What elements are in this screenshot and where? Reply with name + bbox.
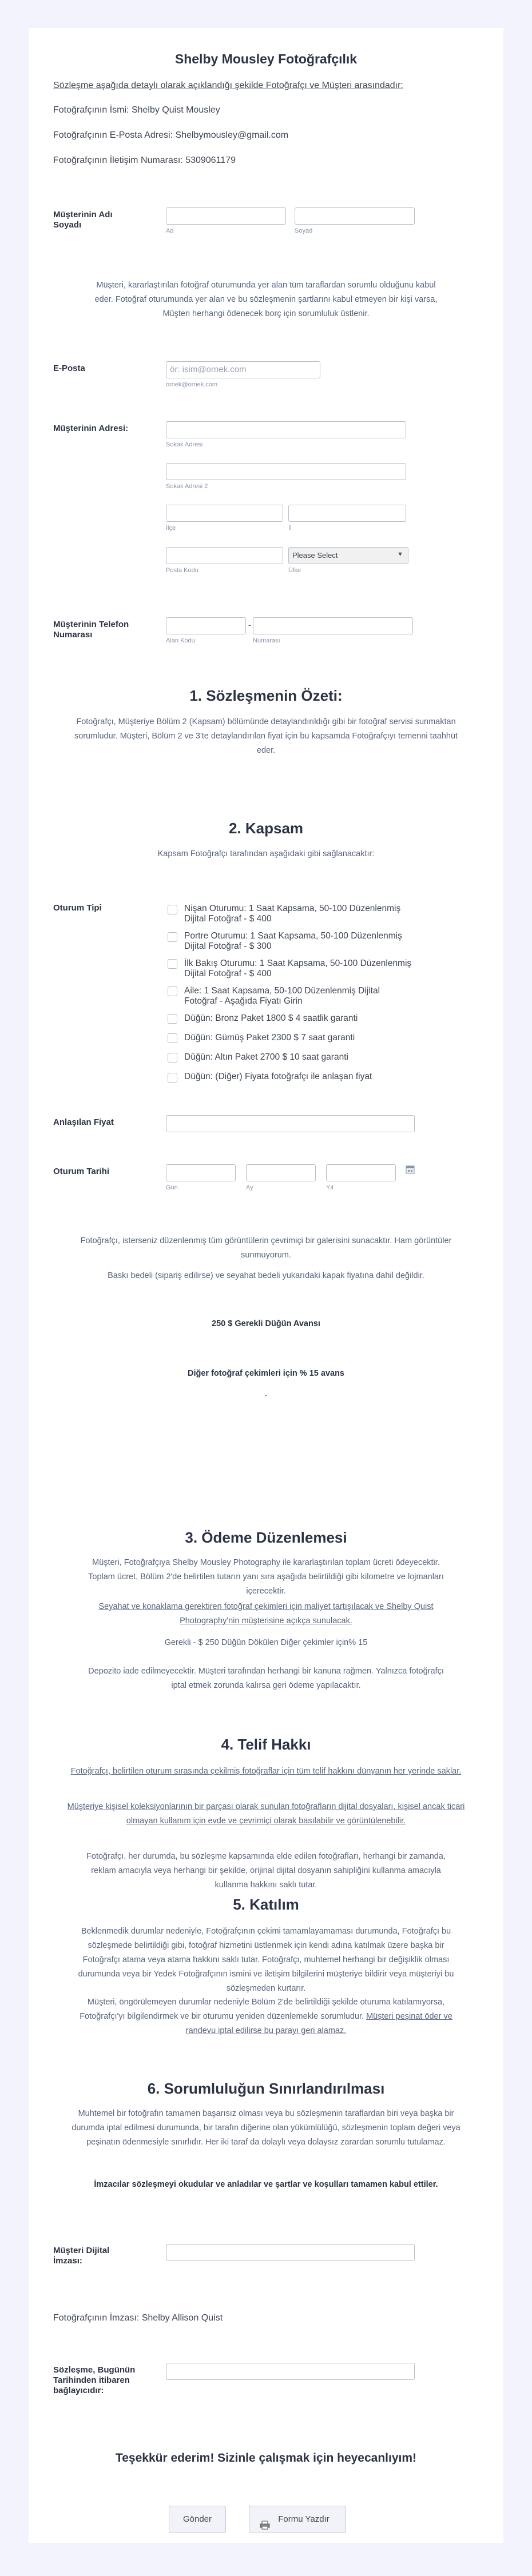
session-option-label: Portre Oturumu: 1 Saat Kapsama, 50-100 Düzenlenmiş Dijital Fotoğraf - $ 300 (184, 931, 402, 951)
price-label: Anlaşılan Fiyat (53, 1117, 114, 1127)
section5-text2-underlined: Müşteri peşinat öder ve randevu iptal edilirse bu parayı geri alamaz. (185, 2012, 452, 2035)
session-option-checkbox[interactable] (168, 1014, 177, 1024)
section4-text3: Fotoğrafçı, her durumda, bu sözleşme kapsamında elde edilen fotoğrafları, herhangi bir zamanda, reklam amacıyla veya herhangi bir şekilde, orijinal dijital dosyanın sahipliğini kullanma amacıyla kullanma hakkını saklı tutar. (86, 1852, 446, 1890)
session-option-label: Aile: 1 Saat Kapsama, 50-100 Düzenlenmiş Dijital Fotoğraf - Aşağıda Fiyatı Girin (184, 986, 380, 1006)
section2-text: Kapsam Fotoğrafçı tarafından aşağıdaki gibi sağlanacaktır: (157, 849, 375, 858)
section4-text1: Fotoğrafçı, belirtilen oturum sırasında çekilmiş fotoğraflar için tüm telif hakkını dünyanın her yerinde saklar. (70, 1767, 462, 1776)
zip-input[interactable] (166, 547, 283, 564)
print-form-button[interactable] (249, 2506, 346, 2533)
section5-text1: Beklenmedik durumlar nedeniyle, Fotoğrafçının çekimi tamamlayamaması durumunda, Fotoğrafçı bu sözleşmede belirtildiği gibi, fotoğraf hizmetini üstlenmek için kendi adına katılmak üzere başka bir Fotoğrafçı atama veya atama hakkını saklı tutar. Fotoğrafçı, muhtemel herhangi bir değişiklik olması durumunda veya bir Yedek Fotoğrafçının ismini ve iletişim bilgilerini müşteriye bildirir veya müşteriyi bu sözleşmeden kurtarır. (78, 1927, 454, 1993)
session-date-label: Oturum Tarihi (53, 1167, 110, 1176)
dash-text: - (264, 1391, 268, 1400)
submit-button[interactable]: Gönder (169, 2506, 226, 2533)
session-option-label: Düğün: (Diğer) Fiyata fotoğrafçı ile anlaşan fiyat (184, 1072, 372, 1081)
client-signature-label: Müşteri Dijital İmzası: (53, 2246, 110, 2266)
state-sublabel: İl (288, 525, 292, 532)
form-page (29, 28, 503, 2543)
session-option-checkbox[interactable] (168, 1073, 177, 1083)
responsibility-text: Müşteri, kararlaştırılan fotoğraf oturumunda yer alan tüm taraflardan sorumlu olduğunu kabul eder. Fotoğraf oturumunda yer alan ve bu sözleşmenin şartlarını kabul etmeyen bir kişi varsa, Müşteri herhangi ödenecek borç için sorumluluk üstlenir. (94, 281, 438, 318)
section4-title: 4. Telif Hakkı (221, 1736, 311, 1753)
photographer-phone: Fotoğrafçının İletişim Numarası: 5309061179 (53, 155, 236, 165)
session-option-checkbox[interactable] (168, 1033, 177, 1043)
section5-text2 (69, 1995, 463, 2038)
deposit-text: 250 $ Gerekli Düğün Avansı (212, 1319, 320, 1328)
zip-sublabel: Posta Kodu (166, 567, 198, 574)
section1-title: 1. Sözleşmenin Özeti: (189, 687, 343, 704)
gallery-text: Fotoğrafçı, isterseniz düzenlenmiş tüm görüntülerin çevrimiçi bir galerisini sunacaktır. Ham görüntüler sunmuyorum. (80, 1236, 452, 1260)
phone-label: Müşterinin Telefon Numarası (53, 620, 129, 640)
year-input[interactable] (326, 1164, 396, 1181)
section3-text2: Seyahat ve konaklama gerektiren fotoğraf çekimleri için maliyet tartışılacak ve Shelby Quist Photography'nin müşterisine açıkça sunulacak. (98, 1602, 434, 1626)
thanks-text: Teşekkür ederim! Sizinle çalışmak için heyecanlıyım! (115, 2451, 417, 2465)
section2-title: 2. Kapsam (228, 820, 304, 837)
country-select[interactable] (288, 547, 408, 564)
section6-text2: İmzacılar sözleşmeyi okudular ve anladılar ve şartlar ve koşulları tamamen kabul ettiler. (94, 2180, 438, 2189)
city-input[interactable] (166, 505, 283, 522)
area-code-input[interactable] (166, 617, 246, 634)
photographer-signature: Fotoğrafçının İmzası: Shelby Allison Quist (53, 2313, 223, 2323)
section5-text2-main: Müşteri, öngörülemeyen durumlar nedeniyle Bölüm 2'de belirtildiği şekilde oturuma katılamıyorsa, Fotoğrafçı'yı bilgilendirmek ve bir oturumu yeniden düzenlemekle sorumludur. (80, 1998, 445, 2021)
month-sublabel: Ay (246, 1184, 253, 1191)
client-signature-input[interactable] (166, 2244, 415, 2261)
phone-number-sublabel: Numarası (253, 637, 280, 644)
contract-date-label: Sözleşme, Bugünün Tarihinden itibaren bağlayıcıdır: (53, 2365, 136, 2395)
phone-number-input[interactable] (253, 617, 413, 634)
day-input[interactable] (166, 1164, 236, 1181)
section3-text3: Gerekli - $ 250 Düğün Dökülen Diğer çekimler için% 15 (164, 1638, 368, 1647)
client-name-label: Müşterinin Adı Soyadı (53, 210, 113, 230)
last-name-sublabel: Soyad (295, 227, 313, 234)
first-name-sublabel: Ad (166, 227, 174, 234)
session-option-label: Düğün: Gümüş Paket 2300 $ 7 saat garanti (184, 1033, 355, 1043)
section3-title: 3. Ödeme Düzenlemesi (185, 1529, 347, 1546)
street-input[interactable] (166, 421, 406, 438)
session-option-checkbox[interactable] (168, 987, 177, 996)
section3-text4: Depozito iade edilmeyecektir. Müşteri tarafından herhangi bir kanuna rağmen. Yalnızca fotoğrafçı iptal etmek zorunda kalırsa geri ödeme yapılacaktır. (88, 1667, 444, 1690)
session-option-label: Düğün: Bronz Paket 1800 $ 4 saatlik garanti (184, 1013, 358, 1023)
print-form-label: Formu Yazdır (278, 2514, 329, 2524)
email-input[interactable]: ör: isim@ornek.com (166, 361, 320, 378)
section4-text2: Müşteriye kişisel koleksiyonlarının bir parçası olarak sunulan fotoğrafların dijital dosyaları, kişisel ancak ticari olmayan kullanım için evde ve çevrimiçi olarak basılabilir ve görüntülenebilir. (67, 1802, 465, 1826)
last-name-input[interactable] (295, 207, 415, 225)
contract-date-input[interactable] (166, 2363, 415, 2380)
area-code-sublabel: Alan Kodu (166, 637, 195, 644)
form-title: Shelby Mousley Fotoğrafçılık (174, 51, 358, 66)
email-sublabel: ornek@ornek.com (166, 381, 218, 388)
country-select-value: Please Select (292, 551, 338, 560)
session-option-checkbox[interactable] (168, 959, 177, 969)
street-sublabel: Sokak Adresi (166, 441, 203, 448)
day-sublabel: Gün (166, 1184, 178, 1191)
print-text: Baskı bedeli (sipariş edilirse) ve seyahat bedeli yukarıdaki kapak fiyatına dahil değildir. (108, 1271, 424, 1280)
street2-input[interactable] (166, 463, 406, 480)
state-input[interactable] (288, 505, 406, 522)
photographer-email: Fotoğrafçının E-Posta Adresi: Shelbymousley@gmail.com (53, 130, 289, 140)
first-name-input[interactable] (166, 207, 286, 225)
country-sublabel: Ülke (288, 567, 301, 574)
section6-title: 6. Sorumluluğun Sınırlandırılması (147, 2080, 385, 2097)
section5-title: 5. Katılım (233, 1896, 299, 1913)
city-sublabel: İlçe (166, 525, 176, 532)
printer-icon (260, 2514, 270, 2523)
session-type-label: Oturum Tipi (53, 903, 102, 913)
session-option-checkbox[interactable] (168, 932, 177, 942)
month-input[interactable] (246, 1164, 316, 1181)
phone-dash: - (248, 620, 251, 629)
section3-text1: Müşteri, Fotoğrafçıya Shelby Mousley Photography ile kararlaştırılan toplam ücreti ödeyecektir. Toplam ücret, Bölüm 2'de belirtilen tutarın yanı sıra aşağıda belirtildiği gibi kilometre ve lojmanları içerecektir. (88, 1558, 444, 1596)
price-input[interactable] (166, 1115, 415, 1132)
other-deposit-text: Diğer fotoğraf çekimleri için % 15 avans (188, 1369, 344, 1378)
email-label: E-Posta (53, 364, 85, 373)
session-option-label: İlk Bakış Oturumu: 1 Saat Kapsama, 50-100 Düzenlenmiş Dijital Fotoğraf - $ 400 (184, 958, 412, 979)
session-option-label: Düğün: Altın Paket 2700 $ 10 saat garanti (184, 1052, 348, 1062)
year-sublabel: Yıl (326, 1184, 334, 1191)
session-option-checkbox[interactable] (168, 1053, 177, 1063)
street2-sublabel: Sokak Adresi 2 (166, 483, 208, 490)
section1-text: Fotoğrafçı, Müşteriye Bölüm 2 (Kapsam) bölümünde detaylandırıldığı gibi bir fotoğraf servisi sunmaktan sorumludur. Müşteri, Bölüm 2 ve 3'te detaylandırılan fiyat için bu kapsamda Fotoğrafçıyı temenni taahhüt eder. (74, 717, 458, 755)
session-option-checkbox[interactable] (168, 905, 177, 914)
section6-text1: Muhtemel bir fotoğrafın tamamen başarısız olması veya bu sözleşmenin taraflardan biri veya başka bir durumda iptal edilmesi durumunda, bir tarafın diğerine olan yükümlülüğü, sözleşmenin toplam değeri veya peşinatın ödenmesiyle sınırlıdır. Her iki taraf da dolaylı veya dolaysız zarardan sorumlu tutulamaz. (72, 2109, 460, 2147)
intro-text: Sözleşme aşağıda detaylı olarak açıklandığı şekilde Fotoğrafçı ve Müşteri arasındadır: (53, 81, 403, 90)
session-option-label: Nişan Oturumu: 1 Saat Kapsama, 50-100 Düzenlenmiş Dijital Fotoğraf - $ 400 (184, 904, 401, 924)
photographer-name: Fotoğrafçının İsmi: Shelby Quist Mousley (53, 105, 220, 115)
calendar-icon[interactable] (405, 1164, 415, 1175)
address-label: Müşterinin Adresi: (53, 424, 129, 433)
chevron-down-icon: ▼ (397, 551, 403, 558)
